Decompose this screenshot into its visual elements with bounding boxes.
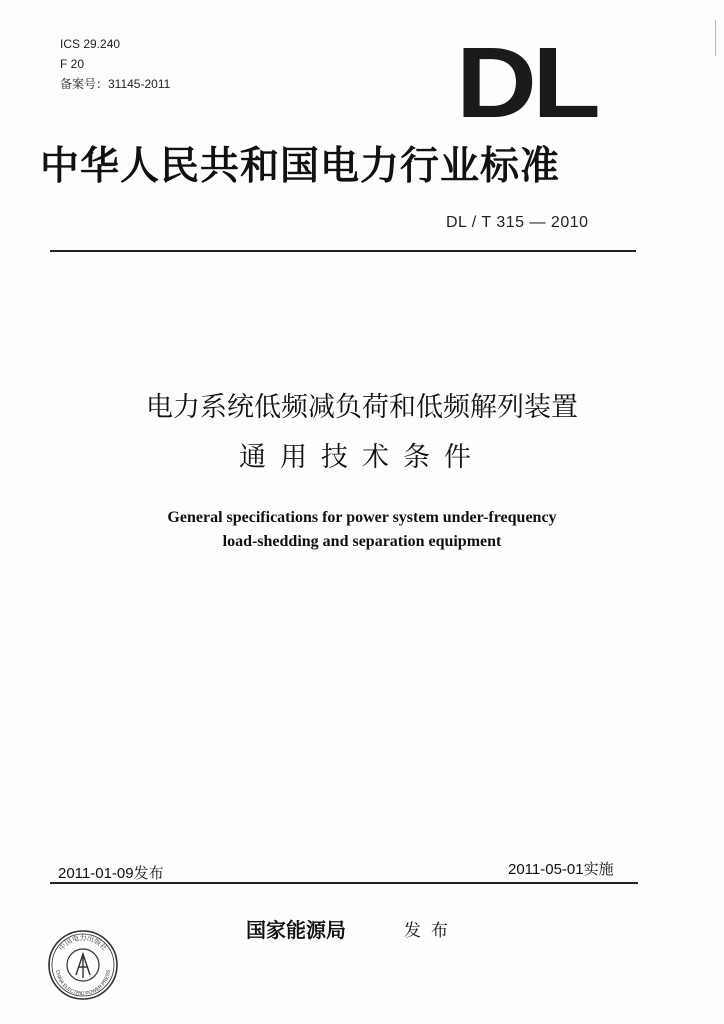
seal-text-top: 中国电力出版社 bbox=[57, 934, 109, 953]
title-chinese-line-1: 电力系统低频减负荷和低频解列装置 bbox=[146, 392, 578, 423]
title-english-line-2: load-shedding and separation equipment bbox=[222, 533, 502, 550]
issuing-authority: 国家能源局 bbox=[246, 918, 346, 942]
seal-text-bottom: CHINA ELECTRIC POWER PRESS bbox=[54, 969, 112, 998]
standard-number: DL / T 315 — 2010 bbox=[446, 214, 589, 231]
filing-number: 备案号：31145-2011 bbox=[60, 77, 171, 91]
title-chinese-line-2: 通用技术条件 bbox=[239, 442, 485, 473]
bottom-divider bbox=[50, 882, 638, 884]
publication-date: 2011-01-09发布 bbox=[58, 865, 164, 882]
issue-label: 发布 bbox=[404, 921, 458, 941]
title-english bbox=[0, 506, 724, 554]
classification-block bbox=[60, 34, 170, 94]
class-code: F 20 bbox=[60, 57, 85, 71]
top-divider bbox=[50, 250, 636, 252]
ics-code: ICS 29.240 bbox=[60, 37, 121, 51]
standard-type-heading: 中华人民共和国电力行业标准 bbox=[40, 143, 561, 189]
dl-logo: DL bbox=[456, 27, 597, 139]
scan-margin-mark bbox=[715, 20, 716, 56]
title-english-line-1: General specifications for power system under-frequency bbox=[167, 509, 557, 526]
publisher-seal-icon bbox=[46, 928, 120, 1002]
effective-date: 2011-05-01实施 bbox=[508, 861, 614, 878]
